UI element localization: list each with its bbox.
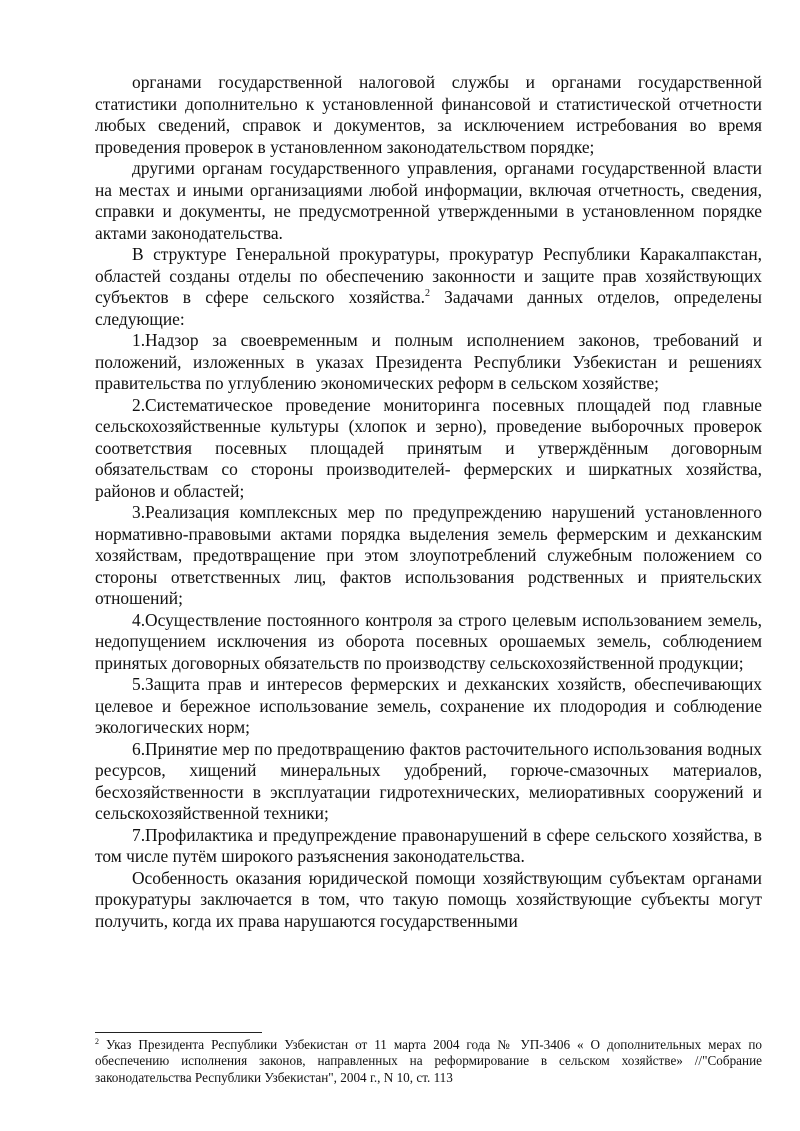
footnote xyxy=(95,1037,762,1086)
footnote-separator xyxy=(95,1032,262,1033)
task-item: 3.Реализация комплексных мер по предупреждению нарушений установленного нормативно-правовыми актами порядка выделения земель фермерским и дехканским хозяйствам, предотвращение при этом злоупотреблений служебным положением со стороны ответственных лиц, фактов использования родственных и приятельских отношений; xyxy=(95,502,762,608)
structure-text-continued: Задачами данных отделов, определены следующие: xyxy=(95,287,762,329)
footnote-text: Указ Президента Республики Узбекистан от 11 марта 2004 года № УП-3406 « О дополнительных мерах по обеспечению исполнения законов, направленных на реформирование в сельском хозяйстве» //"Собрание законодательства Республики Узбекистан", 2004 г., N 10, ст. 113 xyxy=(95,1037,762,1085)
task-item: 6.Принятие мер по предотвращению фактов расточительного использования водных ресурсов, хищений минеральных удобрений, горюче-смазочных материалов, бесхозяйственности в эксплуатации гидротехнических, мелиоративных сооружений и сельскохозяйственной техники; xyxy=(95,738,762,823)
paragraph-legal-assistance: Особенность оказания юридической помощи хозяйствующим субъектам органами прокуратуры заключается в том, что такую помощь хозяйствующие субъекты могут получить, когда их права нарушаются государственными xyxy=(95,867,762,931)
footnote-reference[interactable]: 2 xyxy=(424,288,430,299)
footnote-number: 2 xyxy=(95,1037,99,1046)
paragraph-other-authorities: другими органам государственного управления, органами государственной власти на местах и иными организациями любой информации, включая отчетность, сведения, справки и документы, не предусмотренной утвержденными в установленном порядке актами законодательства. xyxy=(95,158,762,243)
task-item: 4.Осуществление постоянного контроля за строго целевым использованием земель, недопущением исключения из оборота посевных орошаемых земель, соблюдением принятых договорных обязательств по производству сельскохозяйственной продукции; xyxy=(95,609,762,673)
task-item: 5.Защита прав и интересов фермерских и дехканских хозяйств, обеспечивающих целевое и бережное использование земель, сохранение их плодородия и соблюдение экологических норм; xyxy=(95,674,762,737)
paragraph-prosecutor-structure xyxy=(95,244,762,330)
task-item: 7.Профилактика и предупреждение правонарушений в сфере сельского хозяйства, в том числе путём широкого разъяснения законодательства. xyxy=(95,824,762,866)
paragraph-tax-authorities: органами государственной налоговой службы и органами государственной статистики дополнительно к установленной финансовой и статистической отчетности любых сведений, справок и документов, за исключением истребования во время проведения проверок в установленном законодательством порядке; xyxy=(95,72,762,157)
task-item: 1.Надзор за своевременным и полным исполнением законов, требований и положений, изложенных в указах Президента Республики Узбекистан и решениях правительства по углублению экономических реформ в сельском хозяйстве; xyxy=(95,330,762,393)
document-page xyxy=(95,72,762,932)
task-item: 2.Систематическое проведение мониторинга посевных площадей под главные сельскохозяйственные культуры (хлопок и зерно), проведение выборочных проверок соответствия посевных площадей принятым и утверждённым договорным обязательствам со стороны производителей- фермерских и ширкатных хозяйства, районов и областей; xyxy=(95,394,762,501)
structure-text: В структуре Генеральной прокуратуры, прокуратур Республики Каракалпакстан, областей созданы отделы по обеспечению законности и защите прав хозяйствующих субъектов в сфере сельского хозяйства. xyxy=(95,244,762,307)
